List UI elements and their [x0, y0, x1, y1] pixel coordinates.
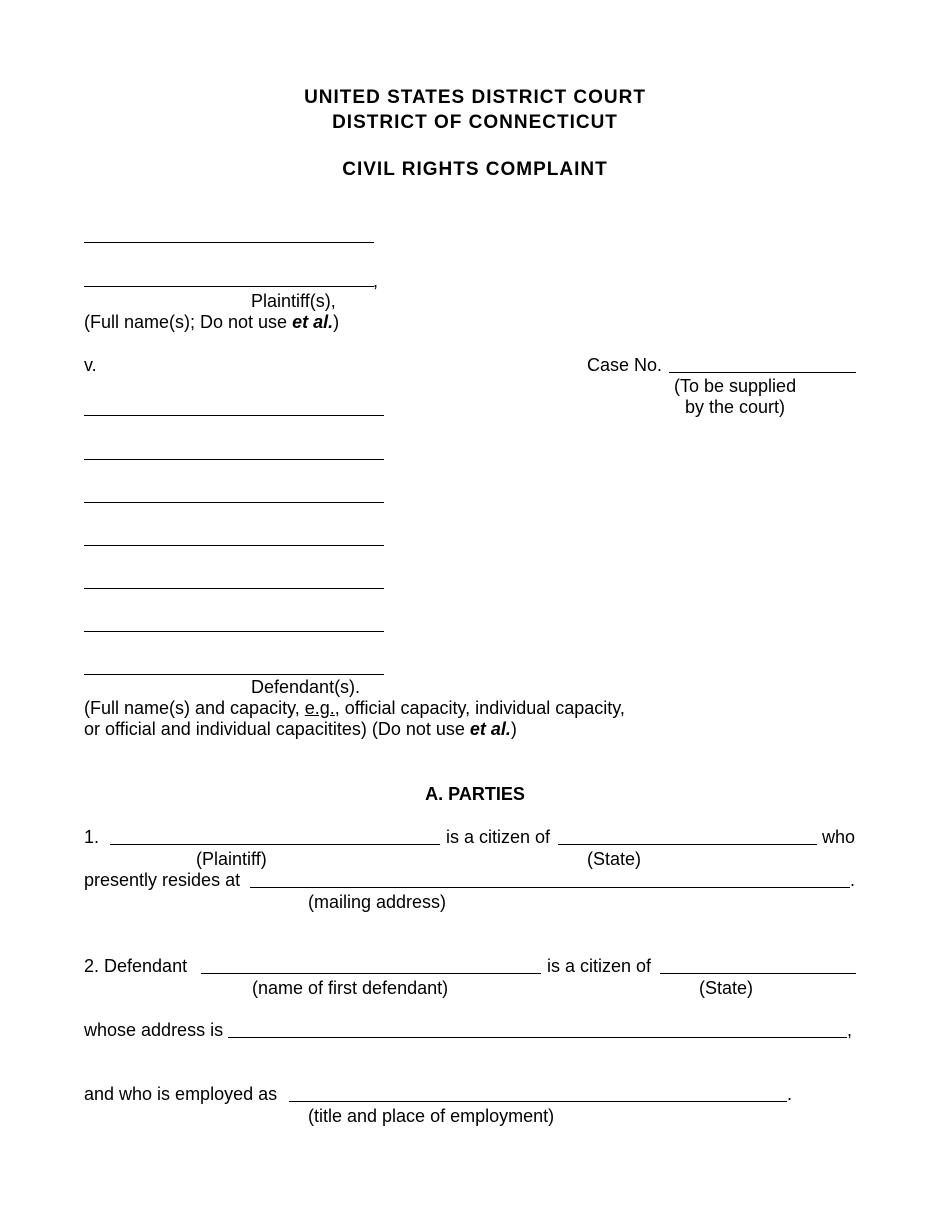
- versus: v.: [84, 355, 97, 375]
- case-number-note-1: (To be supplied: [674, 376, 797, 396]
- plaintiff-name-line-2[interactable]: [84, 286, 374, 287]
- defendant-name-line-3[interactable]: [84, 502, 384, 503]
- defendant-name-line-7[interactable]: [84, 674, 384, 675]
- period: .: [850, 870, 856, 890]
- resides-at-text: presently resides at: [84, 870, 241, 890]
- employment-field[interactable]: [289, 1101, 787, 1102]
- first-defendant-caption: (name of first defendant): [252, 978, 449, 998]
- item-1-number: 1.: [84, 827, 100, 847]
- document-title: CIVIL RIGHTS COMPLAINT: [342, 159, 608, 180]
- plaintiff-name-line-1[interactable]: [84, 242, 374, 243]
- defendant-name-line-5[interactable]: [84, 588, 384, 589]
- address-comma: ,: [847, 1020, 853, 1040]
- employment-period: .: [787, 1084, 793, 1104]
- plaintiff-comma: ,: [373, 271, 379, 291]
- employment-caption: (title and place of employment): [308, 1106, 555, 1126]
- plaintiff-caption: (Plaintiff): [196, 849, 267, 869]
- section-a-heading: A. PARTIES: [425, 784, 525, 804]
- item-2-defendant: 2. Defendant: [84, 956, 188, 976]
- employed-as-text: and who is employed as: [84, 1084, 278, 1104]
- state-caption-2: (State): [699, 978, 754, 998]
- plaintiff-field[interactable]: [110, 844, 440, 845]
- whose-address-text: whose address is: [84, 1020, 224, 1040]
- district-name: DISTRICT OF CONNECTICUT: [332, 112, 618, 133]
- case-number-label: Case No.: [587, 355, 663, 375]
- defendant-name-line-4[interactable]: [84, 545, 384, 546]
- case-number-note-2: by the court): [685, 397, 786, 417]
- first-defendant-field[interactable]: [201, 973, 541, 974]
- defendant-state-field[interactable]: [660, 973, 856, 974]
- plaintiff-label: Plaintiff(s),: [251, 291, 336, 311]
- defendant-name-line-2[interactable]: [84, 459, 384, 460]
- mailing-address-caption: (mailing address): [308, 892, 447, 912]
- plaintiff-note: (Full name(s); Do not use et al.): [84, 312, 340, 332]
- citizen-of-text: is a citizen of: [446, 827, 551, 847]
- defendant-note-2: or official and individual capacitites) (Do not use et al.): [84, 719, 517, 739]
- case-number-field[interactable]: [669, 372, 856, 373]
- defendant-note-1: (Full name(s) and capacity, e.g., official capacity, individual capacity,: [84, 698, 625, 718]
- defendant-name-line-1[interactable]: [84, 415, 384, 416]
- defendant-name-line-6[interactable]: [84, 631, 384, 632]
- plaintiff-state-field[interactable]: [558, 844, 817, 845]
- defendant-address-field[interactable]: [228, 1037, 847, 1038]
- defendant-label: Defendant(s).: [251, 677, 361, 697]
- state-caption: (State): [587, 849, 642, 869]
- who-text: who: [822, 827, 856, 847]
- court-name: UNITED STATES DISTRICT COURT: [304, 87, 646, 108]
- mailing-address-field[interactable]: [250, 887, 850, 888]
- citizen-of-text-2: is a citizen of: [547, 956, 652, 976]
